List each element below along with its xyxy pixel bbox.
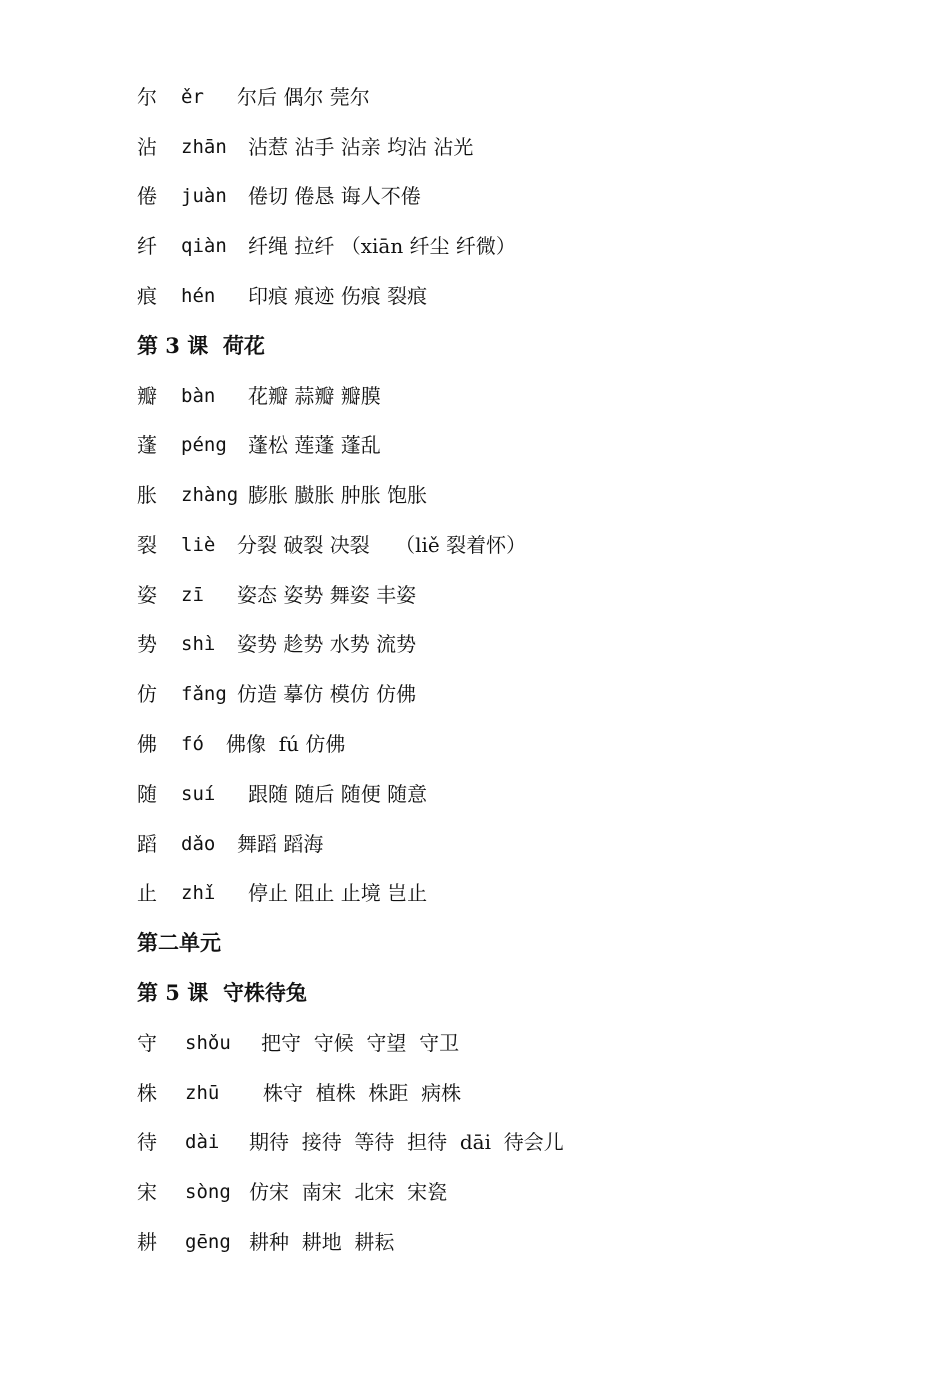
entry-character: 沾	[137, 135, 157, 159]
lesson-heading: 第 3 课 荷花	[137, 333, 265, 358]
entry-words: 姿势 趁势 水势 流势	[237, 632, 417, 656]
entry-character: 仿	[137, 682, 157, 706]
entry-character: 株	[137, 1081, 157, 1105]
entry-character: 蹈	[137, 832, 157, 856]
vocab-entry	[137, 82, 370, 112]
entry-words: 分裂 破裂 决裂 （liě 裂着怀）	[237, 533, 527, 557]
entry-character: 待	[137, 1130, 157, 1154]
entry-character: 止	[137, 881, 157, 905]
entry-pinyin: dài	[185, 1131, 220, 1153]
vocab-entry	[137, 1078, 462, 1108]
entry-character: 裂	[137, 533, 157, 557]
entry-pinyin: juàn	[181, 185, 227, 207]
entry-pinyin: zhàng	[181, 484, 239, 506]
vocab-entry	[137, 1177, 448, 1207]
entry-pinyin: bàn	[181, 385, 216, 407]
entry-words: 仿宋 南宋 北宋 宋瓷	[249, 1180, 448, 1204]
entry-pinyin: zhū	[185, 1082, 220, 1104]
vocab-entry	[137, 779, 428, 809]
entry-character: 佛	[137, 732, 157, 756]
vocab-entry	[137, 430, 381, 460]
vocab-entry	[137, 878, 428, 908]
entry-words: 舞蹈 蹈海	[237, 832, 324, 856]
entry-words: 印痕 痕迹 伤痕 裂痕	[248, 284, 428, 308]
unit-heading: 第二单元	[137, 930, 221, 955]
vocab-entry	[137, 181, 421, 211]
entry-character: 蓬	[137, 433, 157, 457]
entry-character: 耕	[137, 1230, 157, 1254]
entry-pinyin: sòng	[185, 1181, 231, 1203]
vocab-entry	[137, 530, 527, 560]
entry-character: 姿	[137, 583, 157, 607]
entry-pinyin: ěr	[181, 86, 204, 108]
vocab-entry	[137, 1028, 460, 1058]
entry-words: 膨胀 臌胀 肿胀 饱胀	[248, 483, 428, 507]
entry-pinyin: shǒu	[185, 1032, 231, 1054]
entry-words: 株守 植株 株距 病株	[263, 1081, 462, 1105]
lesson-heading: 第 5 课 守株待兔	[137, 980, 307, 1005]
vocab-entry	[137, 381, 381, 411]
vocab-entry	[137, 480, 428, 510]
entry-pinyin: péng	[181, 434, 227, 456]
vocab-entry	[137, 580, 417, 610]
entry-words: 姿态 姿势 舞姿 丰姿	[237, 583, 417, 607]
entry-words: 停止 阻止 止境 岂止	[248, 881, 428, 905]
entry-words: 把守 守候 守望 守卫	[261, 1031, 460, 1055]
entry-pinyin: liè	[181, 534, 216, 556]
entry-pinyin: hén	[181, 285, 216, 307]
entry-pinyin: dǎo	[181, 833, 216, 855]
entry-words: 跟随 随后 随便 随意	[248, 782, 428, 806]
entry-pinyin: gēng	[185, 1231, 231, 1253]
entry-words: 纤绳 拉纤 （xiān 纤尘 纤微）	[248, 234, 516, 258]
entry-words: 尔后 偶尔 莞尔	[237, 85, 370, 109]
entry-words: 期待 接待 等待 担待 dāi 待会儿	[249, 1130, 564, 1154]
entry-words: 耕种 耕地 耕耘	[249, 1230, 395, 1254]
entry-words: 仿造 摹仿 模仿 仿佛	[237, 682, 417, 706]
entry-words: 倦切 倦恳 诲人不倦	[248, 184, 421, 208]
entry-pinyin: zī	[181, 584, 204, 606]
vocab-entry	[137, 231, 516, 261]
entry-words: 佛像 fú 仿佛	[226, 732, 346, 756]
vocab-entry	[137, 1127, 564, 1157]
entry-character: 宋	[137, 1180, 157, 1204]
vocab-entry	[137, 1227, 395, 1257]
vocab-entry	[137, 281, 428, 311]
entry-character: 痕	[137, 284, 157, 308]
entry-character: 尔	[137, 85, 157, 109]
entry-character: 胀	[137, 483, 157, 507]
entry-words: 蓬松 莲蓬 蓬乱	[248, 433, 381, 457]
entry-character: 倦	[137, 184, 157, 208]
entry-character: 势	[137, 632, 157, 656]
entry-pinyin: suí	[181, 783, 216, 805]
entry-pinyin: zhǐ	[181, 882, 216, 904]
vocab-entry	[137, 729, 346, 759]
entry-character: 随	[137, 782, 157, 806]
vocab-entry	[137, 829, 324, 859]
vocab-entry	[137, 132, 474, 162]
entry-pinyin: qiàn	[181, 235, 227, 257]
entry-words: 沾惹 沾手 沾亲 均沾 沾光	[248, 135, 474, 159]
entry-pinyin: zhān	[181, 136, 227, 158]
vocab-entry	[137, 679, 417, 709]
entry-character: 瓣	[137, 384, 157, 408]
entry-pinyin: fǎng	[181, 683, 227, 705]
vocab-entry	[137, 629, 417, 659]
entry-pinyin: fó	[181, 733, 204, 755]
entry-character: 守	[137, 1031, 157, 1055]
entry-character: 纤	[137, 234, 157, 258]
entry-pinyin: shì	[181, 633, 216, 655]
entry-words: 花瓣 蒜瓣 瓣膜	[248, 384, 381, 408]
